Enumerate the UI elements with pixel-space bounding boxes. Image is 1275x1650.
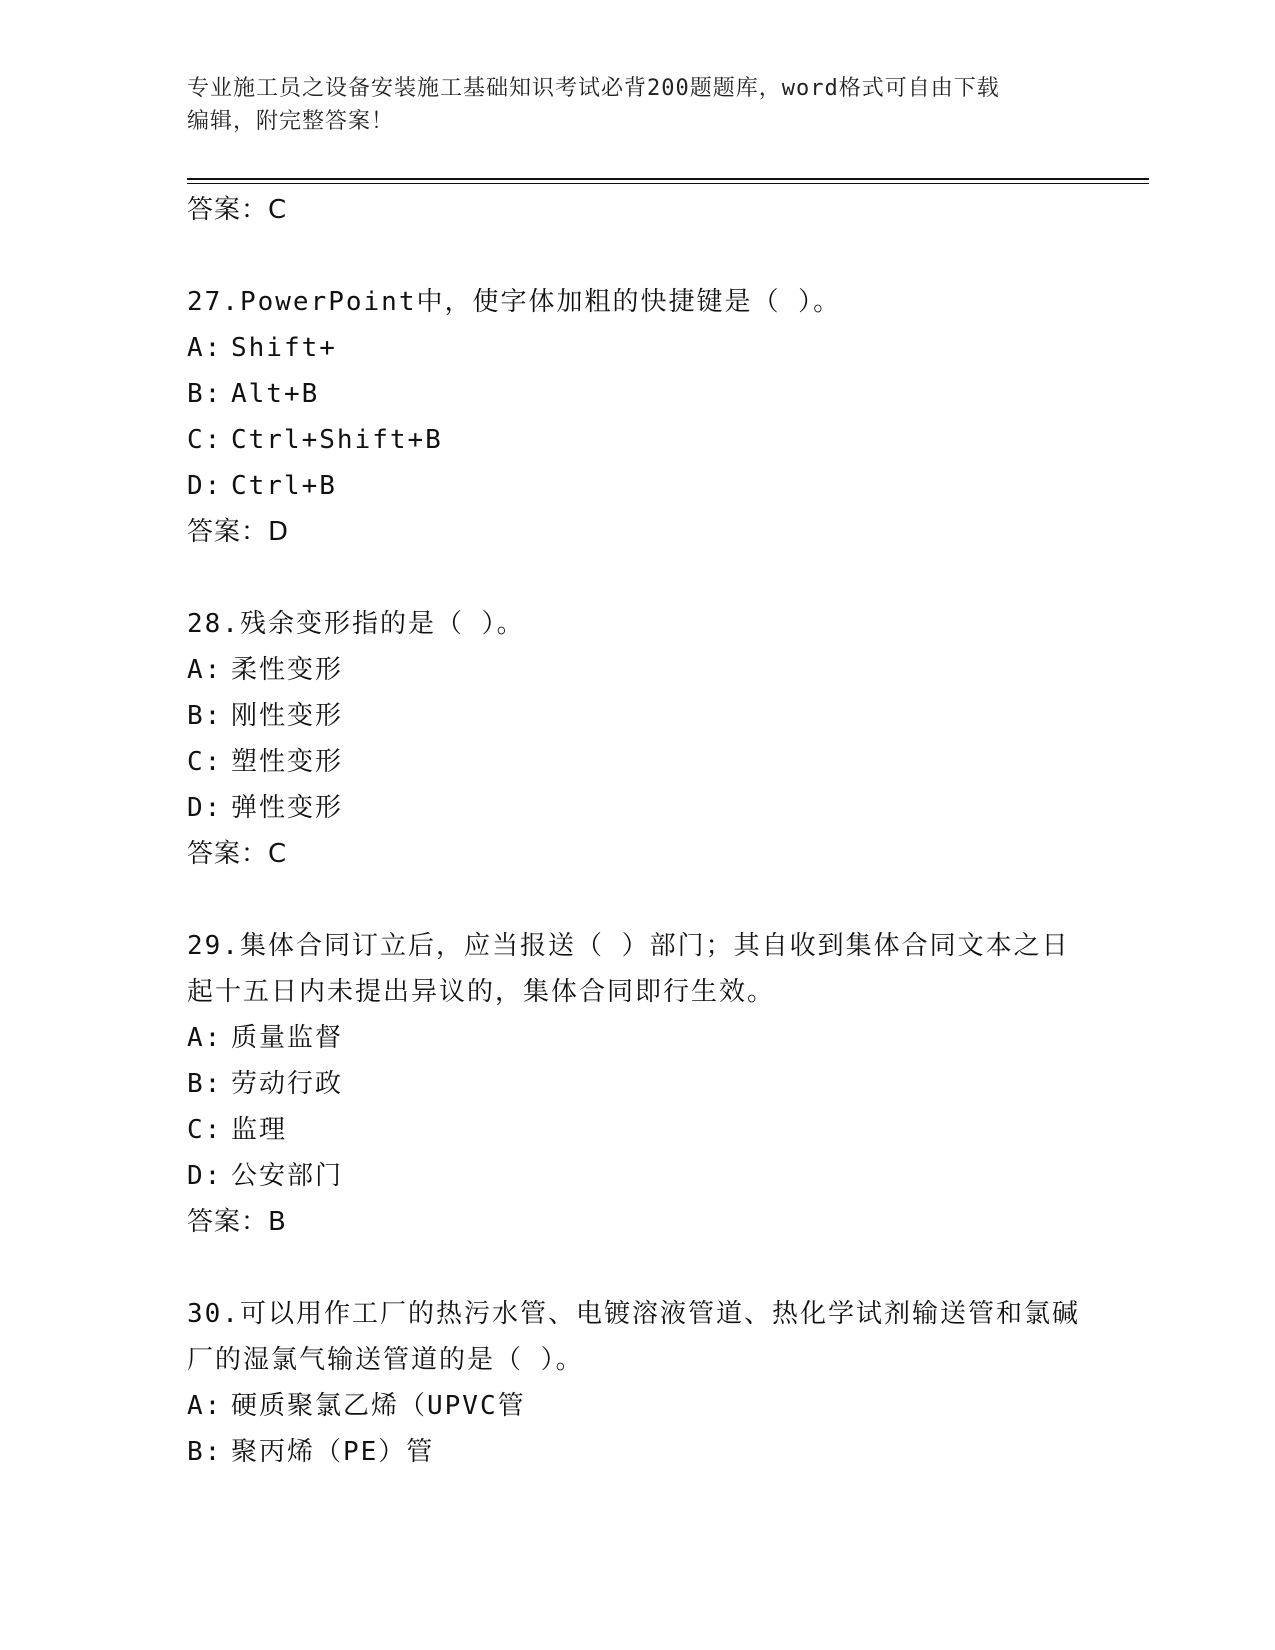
- option-label: A:: [187, 1023, 223, 1053]
- option-a: [187, 647, 1087, 693]
- answer-line: 答案：B: [187, 1207, 287, 1237]
- question-list: [187, 187, 1087, 1475]
- header-rule-thin: [187, 183, 1149, 184]
- option-label: A:: [187, 1391, 223, 1421]
- question-block-28: [187, 601, 1087, 877]
- question-block-27: [187, 279, 1087, 555]
- option-text: 聚丙烯（PE）管: [231, 1437, 435, 1467]
- header-rule: [187, 178, 1149, 180]
- option-d: [187, 785, 1087, 831]
- option-label: A:: [187, 333, 223, 363]
- header-line-1: 专业施工员之设备安装施工基础知识考试必背200题题库，word格式可自由下载: [187, 76, 1000, 101]
- question-text: 28.残余变形指的是（ ）。: [187, 609, 525, 639]
- previous-answer: 答案：C: [187, 195, 288, 225]
- option-label: B:: [187, 701, 223, 731]
- question-text: 29.集体合同订立后，应当报送（ ）部门；其自收到集体合同文本之日起十五日内未提出异议的，集体合同即行生效。: [187, 931, 1070, 1007]
- option-a: [187, 1015, 1087, 1061]
- document-header: [187, 72, 1087, 138]
- spacer: [187, 1245, 1087, 1291]
- option-label: C:: [187, 425, 223, 455]
- option-text: 公安部门: [231, 1161, 344, 1191]
- option-d: [187, 1153, 1087, 1199]
- option-label: D:: [187, 1161, 223, 1191]
- option-label: D:: [187, 471, 223, 501]
- option-label: A:: [187, 655, 223, 685]
- option-label: C:: [187, 747, 223, 777]
- answer-line: 答案：C: [187, 839, 288, 869]
- option-b: [187, 693, 1087, 739]
- option-text: 柔性变形: [231, 655, 344, 685]
- option-text: 塑性变形: [231, 747, 344, 777]
- option-text: 刚性变形: [231, 701, 344, 731]
- question-text: 30.可以用作工厂的热污水管、电镀溶液管道、热化学试剂输送管和氯碱厂的湿氯气输送管道的是（ ）。: [187, 1299, 1080, 1375]
- option-a: [187, 325, 1087, 371]
- option-text: Ctrl+B: [231, 471, 337, 501]
- option-c: [187, 417, 1087, 463]
- option-label: B:: [187, 1069, 223, 1099]
- option-c: [187, 739, 1087, 785]
- option-text: Alt+B: [231, 379, 320, 409]
- option-label: D:: [187, 793, 223, 823]
- option-a: [187, 1383, 1087, 1429]
- option-text: 监理: [231, 1115, 288, 1145]
- option-d: [187, 463, 1087, 509]
- option-b: [187, 371, 1087, 417]
- spacer: [187, 555, 1087, 601]
- option-text: 弹性变形: [231, 793, 344, 823]
- option-text: Ctrl+Shift+B: [231, 425, 443, 455]
- question-block-29: [187, 923, 1087, 1245]
- option-c: [187, 1107, 1087, 1153]
- option-text: 硬质聚氯乙烯（UPVC管: [231, 1391, 526, 1421]
- spacer: [187, 233, 1087, 279]
- answer-line: 答案：D: [187, 517, 290, 547]
- option-text: Shift+: [231, 333, 337, 363]
- question-text: 27.PowerPoint中，使字体加粗的快捷键是（ ）。: [187, 287, 842, 317]
- option-text: 质量监督: [231, 1023, 344, 1053]
- option-label: B:: [187, 379, 223, 409]
- option-label: B:: [187, 1437, 223, 1467]
- question-block-30: [187, 1291, 1087, 1475]
- option-text: 劳动行政: [231, 1069, 344, 1099]
- option-label: C:: [187, 1115, 223, 1145]
- option-b: [187, 1061, 1087, 1107]
- spacer: [187, 877, 1087, 923]
- header-line-2: 编辑，附完整答案！: [187, 109, 395, 134]
- option-b: [187, 1429, 1087, 1475]
